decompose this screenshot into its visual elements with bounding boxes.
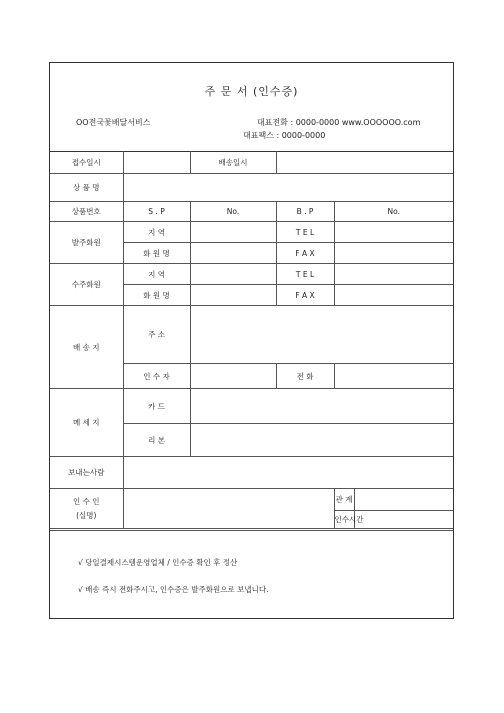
sender-label: 보내는사람 xyxy=(50,457,123,489)
receiving-florist-name-field[interactable] xyxy=(190,285,276,306)
receiving-fax-label: F A X xyxy=(276,285,334,306)
ordering-fax-label: F A X xyxy=(276,243,334,264)
company-phone: 대표전화 : 0000-0000 www.OOOOOO.com xyxy=(257,118,421,127)
product-number-label: 상품번호 xyxy=(50,202,123,222)
receiver-label xyxy=(50,489,123,529)
ribbon-label: 리 본 xyxy=(123,424,190,457)
recipient-field[interactable] xyxy=(190,364,276,389)
card-label: 카 드 xyxy=(123,389,190,424)
delivery-date-label: 배송일시 xyxy=(190,152,276,174)
notes-section xyxy=(50,530,453,619)
ordering-region-label: 지 역 xyxy=(123,222,190,243)
sender-field[interactable] xyxy=(123,457,453,489)
ordering-region-field[interactable] xyxy=(190,222,276,243)
destination-label: 배 송 지 xyxy=(50,306,123,389)
receiver-label-text: 인 수 인 xyxy=(72,497,100,506)
ordering-tel-field[interactable] xyxy=(334,222,453,243)
ribbon-field[interactable] xyxy=(190,424,453,457)
bp-label: B . P xyxy=(276,202,334,222)
ordering-florist-name-field[interactable] xyxy=(190,243,276,264)
sp-label: S . P xyxy=(123,202,190,222)
receiver-field[interactable] xyxy=(123,489,334,529)
company-fax: 대표팩스 : 0000-0000 xyxy=(243,131,326,140)
receiving-region-field[interactable] xyxy=(190,264,276,285)
receiving-region-label: 지 역 xyxy=(123,264,190,285)
recipient-phone-label: 전 화 xyxy=(276,364,334,389)
ordering-fax-field[interactable] xyxy=(334,243,453,264)
receiving-florist-name-label: 화 원 명 xyxy=(123,285,190,306)
bp-number[interactable]: No. xyxy=(334,202,453,222)
receiving-tel-field[interactable] xyxy=(334,264,453,285)
receiving-tel-label: T E L xyxy=(276,264,334,285)
delivery-date-field[interactable] xyxy=(276,152,453,174)
receipt-time-label: 인수시간 xyxy=(334,511,354,529)
address-field[interactable] xyxy=(190,306,453,364)
message-label: 메 세 지 xyxy=(50,389,123,457)
receiving-fax-field[interactable] xyxy=(334,285,453,306)
note-settlement: √ 당일결제시스템운영업체 / 인수증 확인 후 정산 xyxy=(78,558,238,567)
ordering-florist-label: 발주화원 xyxy=(50,222,123,264)
product-name-field[interactable] xyxy=(123,174,453,202)
address-label: 주 소 xyxy=(123,306,190,364)
order-form xyxy=(49,62,454,619)
company-name: OO전국꽃배달서비스 xyxy=(76,118,151,127)
recipient-label: 인 수 자 xyxy=(123,364,190,389)
received-date-label: 접수일시 xyxy=(50,152,123,174)
note-delivery: √ 배송 즉시 전화주시고, 인수증은 발주화원으로 보냅니다. xyxy=(78,585,269,594)
signature-note: (실명) xyxy=(76,511,97,520)
sp-number[interactable]: No. xyxy=(190,202,276,222)
ordering-tel-label: T E L xyxy=(276,222,334,243)
relation-label: 관 계 xyxy=(334,489,354,511)
relation-field[interactable] xyxy=(354,489,453,511)
order-table xyxy=(50,151,453,529)
form-title: 주 문 서 (인수증) xyxy=(204,85,299,98)
ordering-florist-name-label: 화 원 명 xyxy=(123,243,190,264)
recipient-phone-field[interactable] xyxy=(334,364,453,389)
received-date-field[interactable] xyxy=(123,152,190,174)
receiving-florist-label: 수주화원 xyxy=(50,264,123,306)
card-field[interactable] xyxy=(190,389,453,424)
product-name-label: 상 품 명 xyxy=(50,174,123,202)
receipt-time-field[interactable] xyxy=(354,511,453,529)
